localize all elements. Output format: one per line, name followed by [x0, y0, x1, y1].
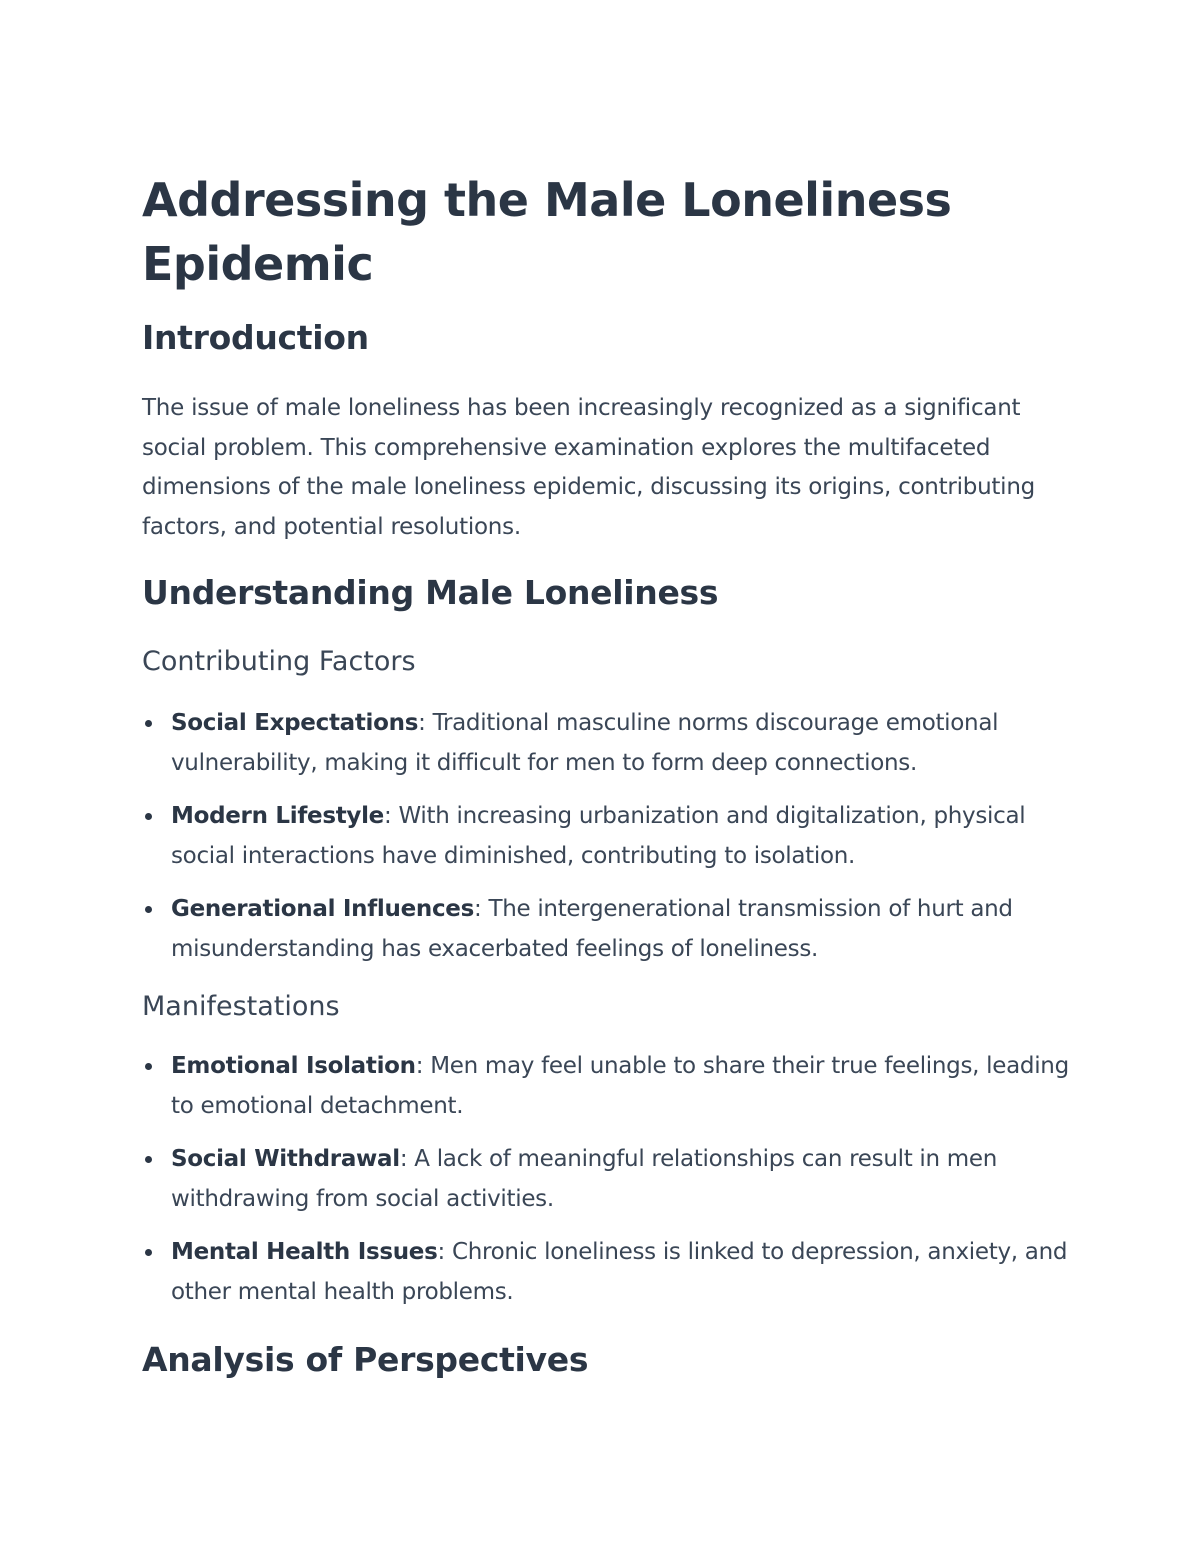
list-item	[142, 1139, 1072, 1219]
list-item-text: : Men may feel unable to share their true feelings, leading to emotional detachment.	[171, 1053, 1069, 1119]
bullet-icon	[145, 720, 152, 727]
manifestations-list	[142, 1046, 1072, 1325]
list-item-text: : The intergenerational transmission of hurt and misunderstanding has exacerbated feelings of loneliness.	[171, 896, 1013, 962]
list-item	[142, 889, 1072, 969]
document-title: Addressing the Male Loneliness Epidemic	[142, 173, 952, 291]
list-item-text: : With increasing urbanization and digitalization, physical social interactions have diminished, contributing to isolation.	[171, 803, 1026, 869]
list-item-term: Mental Health Issues	[171, 1239, 438, 1265]
contributing-factors-heading: Contributing Factors	[142, 646, 416, 677]
list-item-term: Emotional Isolation	[171, 1053, 416, 1079]
list-item-term: Generational Influences	[171, 896, 474, 922]
introduction-paragraph: The issue of male loneliness has been increasingly recognized as a significant social problem. This comprehensive examination explores the multifaceted dimensions of the male loneliness epidemic, discussing its origins, contributing factors, and potential resolutions.	[142, 395, 1036, 540]
bullet-icon	[145, 1249, 152, 1256]
contributing-factors-list	[142, 703, 1072, 982]
introduction-heading: Introduction	[142, 318, 369, 357]
analysis-heading: Analysis of Perspectives	[142, 1340, 589, 1379]
bullet-icon	[145, 1156, 152, 1163]
list-item-text: : Chronic loneliness is linked to depression, anxiety, and other mental health problems.	[171, 1239, 1068, 1305]
list-item	[142, 703, 1072, 783]
understanding-heading: Understanding Male Loneliness	[142, 573, 719, 612]
list-item-term: Social Expectations	[171, 710, 419, 736]
list-item	[142, 1232, 1072, 1312]
list-item	[142, 796, 1072, 876]
list-item-text: : Traditional masculine norms discourage emotional vulnerability, making it difficult for men to form deep connections.	[171, 710, 999, 776]
manifestations-heading: Manifestations	[142, 991, 340, 1022]
list-item-term: Modern Lifestyle	[171, 803, 384, 829]
list-item	[142, 1046, 1072, 1126]
list-item-term: Social Withdrawal	[171, 1146, 400, 1172]
list-item-text: : A lack of meaningful relationships can result in men withdrawing from social activities.	[171, 1146, 998, 1212]
bullet-icon	[145, 1063, 152, 1070]
bullet-icon	[145, 813, 152, 820]
bullet-icon	[145, 906, 152, 913]
